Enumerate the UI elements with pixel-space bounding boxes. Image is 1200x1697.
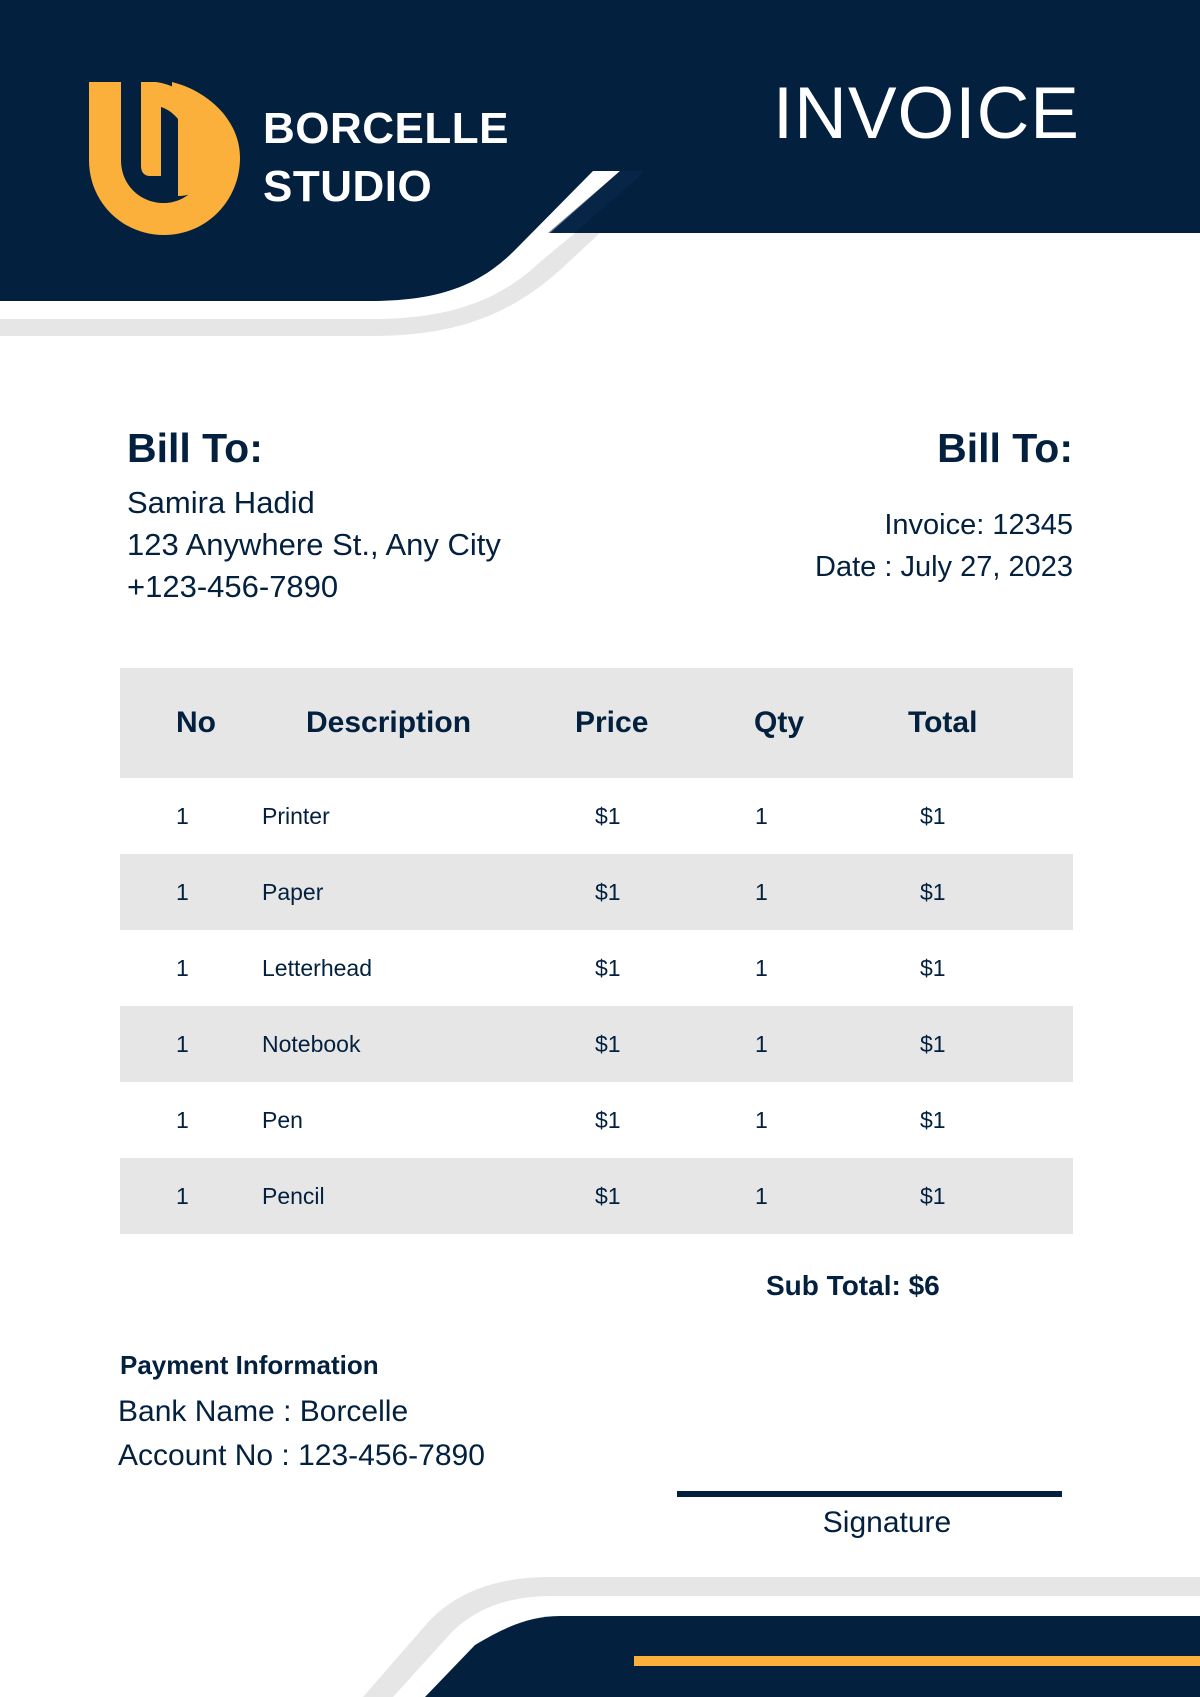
cell-qty: 1 bbox=[755, 802, 768, 829]
cell-description: Pencil bbox=[262, 1182, 325, 1209]
cell-qty: 1 bbox=[755, 1182, 768, 1209]
payment-information bbox=[118, 1348, 485, 1478]
invoice-date: Date : July 27, 2023 bbox=[815, 551, 1073, 583]
bank-name: Bank Name : Borcelle bbox=[118, 1395, 409, 1428]
cell-price: $1 bbox=[595, 1182, 621, 1209]
brand-line-1: BORCELLE bbox=[263, 104, 509, 153]
cell-qty: 1 bbox=[755, 954, 768, 981]
cell-price: $1 bbox=[595, 954, 621, 981]
cell-total: $1 bbox=[920, 878, 946, 905]
subtotal: Sub Total: $6 bbox=[766, 1270, 940, 1301]
cell-total: $1 bbox=[920, 1182, 946, 1209]
customer-phone: +123-456-7890 bbox=[127, 569, 339, 604]
cell-total: $1 bbox=[920, 1030, 946, 1057]
table-row bbox=[120, 1082, 1073, 1158]
cell-total: $1 bbox=[920, 1106, 946, 1133]
cell-qty: 1 bbox=[755, 878, 768, 905]
cell-no: 1 bbox=[176, 802, 189, 829]
cell-description: Printer bbox=[262, 802, 330, 829]
invoice-info-section bbox=[815, 420, 1073, 588]
column-header-price: Price bbox=[575, 706, 649, 739]
payment-title: Payment Information bbox=[120, 1350, 379, 1380]
invoice-info-heading: Bill To: bbox=[937, 425, 1073, 471]
cell-no: 1 bbox=[176, 1182, 189, 1209]
signature-label: Signature bbox=[822, 1506, 952, 1539]
bill-to-heading: Bill To: bbox=[127, 425, 263, 471]
table-row bbox=[120, 930, 1073, 1006]
customer-address: 123 Anywhere St., Any City bbox=[127, 527, 501, 562]
cell-no: 1 bbox=[176, 954, 189, 981]
account-number: Account No : 123-456-7890 bbox=[118, 1439, 485, 1472]
table-row bbox=[120, 778, 1073, 854]
column-header-qty: Qty bbox=[754, 706, 805, 739]
cell-no: 1 bbox=[176, 1030, 189, 1057]
cell-price: $1 bbox=[595, 878, 621, 905]
cell-total: $1 bbox=[920, 802, 946, 829]
table-row bbox=[120, 854, 1073, 930]
footer-orange-line bbox=[634, 1656, 1200, 1666]
cell-description: Letterhead bbox=[262, 954, 372, 981]
table-header-row bbox=[120, 668, 1073, 778]
cell-total: $1 bbox=[920, 954, 946, 981]
cell-no: 1 bbox=[176, 878, 189, 905]
cell-price: $1 bbox=[595, 1106, 621, 1133]
cell-no: 1 bbox=[176, 1106, 189, 1133]
borcelle-logo-icon bbox=[88, 82, 241, 235]
column-header-no: No bbox=[176, 706, 216, 739]
brand-name bbox=[263, 100, 509, 216]
cell-price: $1 bbox=[595, 802, 621, 829]
customer-name: Samira Hadid bbox=[127, 485, 315, 520]
document-title: INVOICE bbox=[772, 73, 1080, 154]
column-header-total: Total bbox=[908, 706, 978, 739]
cell-price: $1 bbox=[595, 1030, 621, 1057]
column-header-description: Description bbox=[306, 706, 472, 739]
invoice-items-table bbox=[120, 668, 1073, 1234]
cell-description: Pen bbox=[262, 1106, 303, 1133]
signature-line bbox=[677, 1491, 1062, 1497]
cell-qty: 1 bbox=[755, 1030, 768, 1057]
cell-description: Notebook bbox=[262, 1030, 361, 1057]
invoice-number: Invoice: 12345 bbox=[884, 509, 1073, 541]
table-row bbox=[120, 1006, 1073, 1082]
brand-line-2: STUDIO bbox=[263, 162, 433, 211]
bill-to-section bbox=[127, 420, 501, 608]
table-row bbox=[120, 1158, 1073, 1234]
cell-qty: 1 bbox=[755, 1106, 768, 1133]
cell-description: Paper bbox=[262, 878, 324, 905]
